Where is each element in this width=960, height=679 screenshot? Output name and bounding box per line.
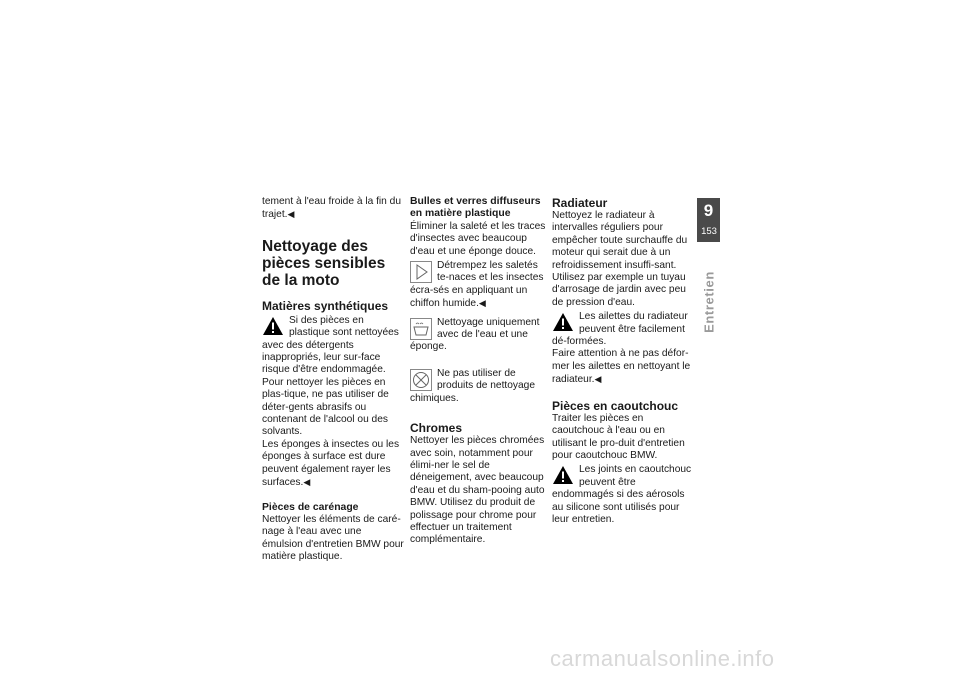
section-heading-cleaning: Nettoyage des pièces sensibles de la moto	[262, 237, 386, 289]
warning-note-plastics	[262, 315, 404, 377]
column-1	[262, 196, 404, 564]
paragraph-plastic-detergents: Pour nettoyer les pièces en plas-tique, ne pas utiliser de déter-gents abrasifs ou contenant de l'alcool ou des solvants.	[262, 376, 389, 438]
play-arrow-icon	[410, 261, 432, 283]
warning-note-radiator	[552, 311, 694, 348]
warning-text-radiator: Les ailettes du radiateur peuvent être facilement dé-formées.	[552, 311, 688, 348]
paragraph-radiator-fins: Faire attention à ne pas défor-mer les ailettes en nettoyant le radiateur.◀	[552, 348, 691, 386]
tip-note-no-chemicals	[410, 368, 552, 405]
chapter-title: Entretien	[701, 271, 717, 333]
column-3	[552, 196, 694, 526]
warning-note-rubber	[552, 464, 694, 526]
paragraph-sponges: Les éponges à insectes ou les éponges à surface est dure peuvent également rayer les surfaces.◀	[262, 438, 400, 489]
watermark: carmanualsonline.info	[550, 646, 775, 671]
section-heading-chrome: Chromes	[410, 421, 463, 436]
paragraph-windshields: Éliminer la saleté et les traces d'insectes avec beaucoup d'eau et une éponge douce.	[410, 220, 546, 257]
no-chemicals-icon	[410, 369, 432, 391]
end-mark: ◀	[478, 298, 486, 309]
subheading-fairing: Pièces de carénage	[262, 501, 359, 513]
section-heading-rubber: Pièces en caoutchouc	[552, 398, 679, 413]
end-mark: ◀	[303, 477, 311, 488]
subheading-windshields: Bulles et verres diffuseurs en matière plastique	[410, 196, 541, 220]
tip-text-water-only: Nettoyage uniquement avec de l'eau et une éponge.	[410, 316, 540, 353]
warning-text-plastics: Si des pièces en plastique sont nettoyées avec des détergents inappropriés, leur sur-face risque d'être endommagée.	[262, 314, 399, 376]
column-2	[410, 196, 552, 547]
warning-triangle-icon	[262, 316, 284, 336]
warning-text-rubber: Les joints en caoutchouc peuvent être endommagés si des aérosols au silicone sont utilisés pour leur entretien.	[552, 464, 692, 525]
paragraph-radiator-interval: Nettoyez le radiateur à intervalles réguliers pour empêcher toute surchauffe du moteur qui serait due à un refroidissement insuffi-sant.	[552, 210, 688, 271]
tip-note-soak	[410, 260, 552, 311]
end-mark: ◀	[594, 374, 602, 385]
intro-text: tement à l'eau froide à la fin du trajet.◀	[262, 196, 401, 221]
tip-note-water-only	[410, 317, 552, 354]
paragraph-rubber: Traiter les pièces en caoutchouc à l'eau ou en utilisant le pro-duit d'entretien pour caoutchouc BMW.	[552, 412, 685, 461]
paragraph-radiator-hose: Utilisez par exemple un tuyau d'arrosage de jardin avec peu de pression d'eau.	[552, 272, 686, 308]
tip-text-no-chemicals: Ne pas utiliser de produits de nettoyage chimiques.	[410, 367, 535, 404]
tip-text-soak: Détrempez les saletés te-naces et les insectes écra-sés en appliquant un chiffon humide.◀	[410, 260, 544, 310]
paragraph-fairing: Nettoyer les éléments de caré-nage à l'eau avec une émulsion d'entretien BMW pour matière plastique.	[262, 513, 404, 563]
warning-triangle-icon	[552, 465, 574, 485]
chapter-number: 9	[703, 201, 714, 220]
subheading-plastics: Matières synthétiques	[262, 298, 389, 313]
paragraph-chrome: Nettoyer les pièces chromées avec soin, notamment pour élimi-ner le sel de déneigement, avec beaucoup d'eau et du sham-pooing auto BMW. Utilisez du produit de polissage pour chrome pour effectuer un traitement complémentaire.	[410, 435, 545, 546]
water-bowl-icon	[410, 318, 432, 340]
warning-triangle-icon	[552, 312, 574, 332]
end-mark: ◀	[287, 209, 295, 220]
page-number: 153	[701, 226, 717, 237]
section-heading-radiator: Radiateur	[552, 196, 608, 210]
